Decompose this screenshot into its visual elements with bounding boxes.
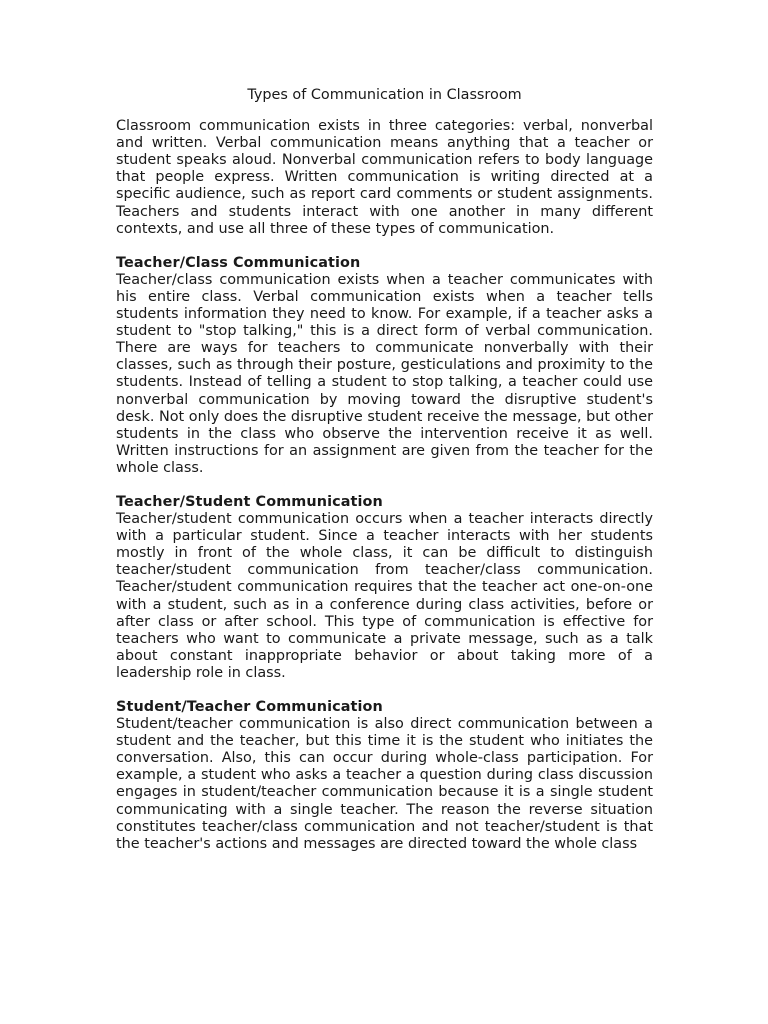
section-heading: Teacher/Student Communication xyxy=(116,493,383,510)
document-title: Types of Communication in Classroom xyxy=(247,87,522,103)
section-body: Student/teacher communication is also direct communication between a student and the teacher, but this time it is the student who initiates the conversation. Also, this can occur during whole-class participation. For example, a student who asks a teacher a question during class discussion engages in student/teacher communication because it is a single student communicating with a single teacher. The reason the reverse situation constitutes teacher/class communication and not teacher/student is that the teacher's actions and messages are directed toward the whole class xyxy=(116,716,653,852)
document-page xyxy=(116,87,653,853)
section-heading: Teacher/Class Communication xyxy=(116,254,361,271)
section-body: Teacher/student communication occurs when a teacher interacts directly with a particular student. Since a teacher interacts with her students mostly in front of the whole class, it can be difficult to distinguish teacher/student communication from teacher/class communication. Teacher/student communication requires that the teacher act one-on-one with a student, such as in a conference during class activities, before or after class or after school. This type of communication is effective for teachers who want to communicate a private message, such as a talk about constant inappropriate behavior or about taking more of a leadership role in class. xyxy=(116,511,653,681)
section-teacher-class xyxy=(116,255,653,477)
intro-paragraph: Classroom communication exists in three categories: verbal, nonverbal and written. Verbal communication means anything that a teacher or student speaks aloud. Nonverbal communication refers to body language that people express. Written communication is writing directed at a specific audience, such as report card comments or student assignments. Teachers and students interact with one another in many different contexts, and use all three of these types of communication. xyxy=(116,118,653,237)
section-student-teacher xyxy=(116,699,653,853)
section-body: Teacher/class communication exists when a teacher communicates with his entire class. Verbal communication exists when a teacher tells students information they need to know. For example, if a teacher asks a student to "stop talking," this is a direct form of verbal communication. There are ways for teachers to communicate nonverbally with their classes, such as through their posture, gesticulations and proximity to the students. Instead of telling a student to stop talking, a teacher could use nonverbal communication by moving toward the disruptive student's desk. Not only does the disruptive student receive the message, but other students in the class who observe the intervention receive it as well. Written instructions for an assignment are given from the teacher for the whole class. xyxy=(116,271,653,476)
section-teacher-student xyxy=(116,494,653,682)
section-heading: Student/Teacher Communication xyxy=(116,699,383,715)
